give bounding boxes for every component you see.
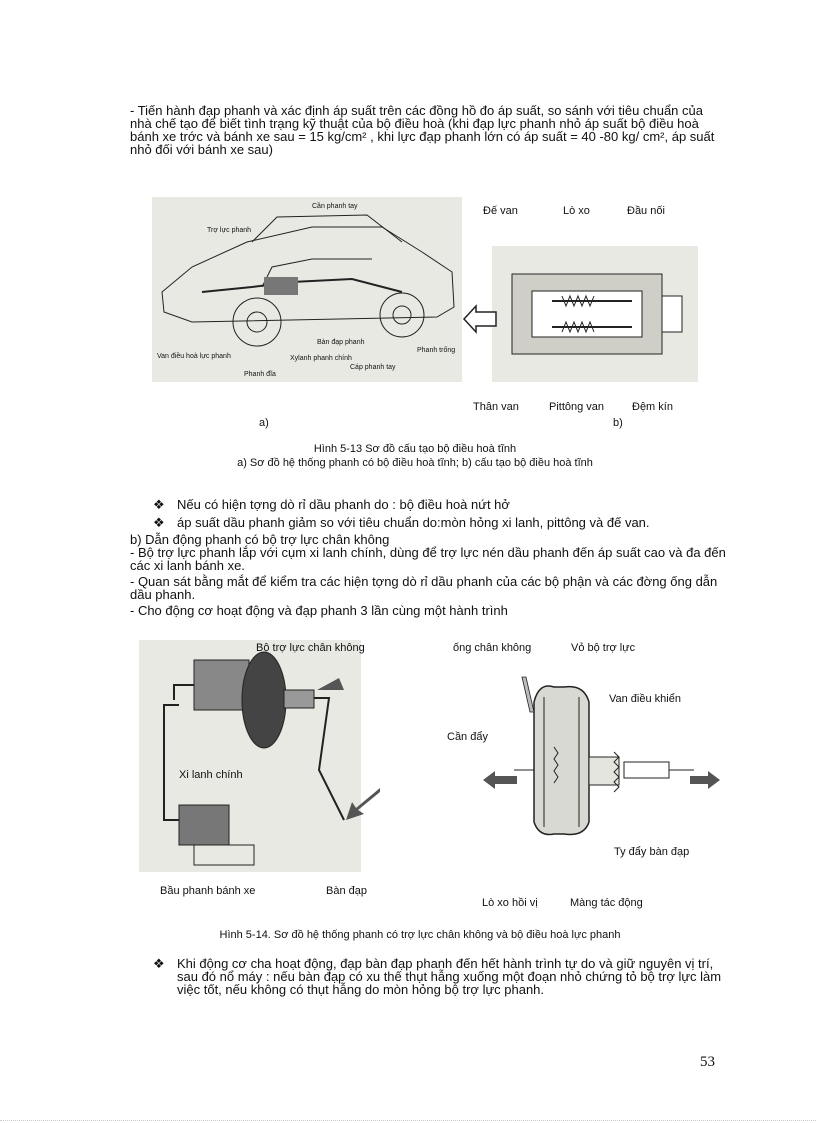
- car-label: Trợ lực phanh: [207, 227, 252, 234]
- booster-label: Bộ trợ lực chân không: [256, 642, 365, 654]
- car-label: Van điều hoà lực phanh: [157, 353, 231, 360]
- pedal-label: Bàn đạp: [326, 885, 367, 897]
- pedal-rod-label: Ty đẩy bàn đạp: [614, 846, 690, 858]
- list-item: [153, 956, 727, 1017]
- seal-label: Đệm kín: [632, 401, 673, 413]
- car-brake-system-figure: [152, 197, 462, 382]
- car-label: Xylanh phanh chính: [290, 355, 352, 362]
- connector-label: Đầu nối: [627, 205, 665, 217]
- spring-label: Lò xo: [563, 205, 590, 217]
- section-b-line: - Quan sát bằng mắt để kiểm tra các hiện tợng dò rỉ dầu phanh của các bộ phận và các đờng ống dẫn dầu phanh.: [130, 574, 718, 602]
- output-arrow-icon: [483, 771, 517, 789]
- car-label: Bàn đạp phanh: [317, 339, 365, 346]
- bullet-text: áp suất dầu phanh giảm so với tiêu chuẩn do:mòn hỏng xi lanh, pittông và đế van.: [177, 515, 650, 530]
- list-item: [153, 515, 727, 530]
- figure-14-caption: Hình 5-14. Sơ đồ hệ thống phanh có trợ lực chân không và bộ điều hoà lực phanh: [219, 929, 621, 941]
- diamond-star-bullet-icon: ❖: [153, 956, 165, 971]
- valve-section-figure: [492, 246, 698, 382]
- car-label: Cần phanh tay: [312, 203, 358, 210]
- bullet-text: Nếu có hiện tợng dò rỉ dầu phanh do : bộ điều hoà nứt hở: [177, 497, 510, 512]
- list-item: [153, 497, 727, 512]
- car-label: Phanh trống: [417, 347, 456, 354]
- return-spring-label: Lò xo hồi vị: [482, 897, 538, 909]
- subfigure-a-label: a): [259, 417, 269, 429]
- vacuum-pipe-label: ống chân không: [453, 642, 532, 654]
- intro-paragraph: - Tiến hành đạp phanh và xác định áp suất trên các đồng hồ đo áp suất, so sánh với tiêu chuẩn của nhà chế tạo để biết tình trạng kỹ thuật của bộ điều hoà (khi đạp lực phanh nhỏ áp suất bộ điều hoà bánh xe trớc và bánh xe sau = 15 kg/cm² , khi lực đạp phanh lớn có áp suất = 40 -80 kg/ cm², áp suất nhỏ đối với bánh xe sau): [130, 103, 715, 157]
- valve-body-label: Thân van: [473, 401, 519, 413]
- control-valve-label: Van điều khiển: [609, 693, 681, 705]
- valve-seat-label: Đế van: [483, 205, 518, 217]
- figure-13-caption-title: Hình 5-13 Sơ đồ cấu tạo bộ điều hoà tĩnh: [313, 443, 517, 455]
- section-b-heading: b) Dẫn động phanh có bộ trợ lực chân không: [130, 532, 390, 547]
- page-number: 53: [700, 1054, 715, 1070]
- booster-shell-label: Vỏ bộ trợ lực: [571, 642, 636, 654]
- diamond-star-bullet-icon: ❖: [153, 515, 165, 530]
- subfigure-b-label: b): [613, 417, 623, 429]
- piston-label: Pittông van: [549, 401, 605, 413]
- flow-in-arrow-icon: [462, 304, 498, 334]
- input-arrow-icon: [690, 771, 720, 789]
- wheel-cylinder-label: Bầu phanh bánh xe: [160, 885, 256, 897]
- press-arrow-icon: [342, 786, 382, 822]
- car-label: Phanh đĩa: [244, 371, 276, 378]
- push-rod-label: Cần đẩy: [447, 731, 488, 743]
- section-b-line: - Bộ trợ lực phanh lắp với cụm xi lanh chính, dùng để trợ lực nén dầu phanh đến áp suất cao và đa đến các xi lanh bánh xe.: [130, 545, 726, 573]
- page-bottom-divider: [0, 1120, 816, 1121]
- car-label: Cáp phanh tay: [350, 364, 396, 371]
- section-b-line: - Cho động cơ hoạt động và đạp phanh 3 lần cùng một hành trình: [130, 603, 508, 618]
- booster-system-figure: [139, 640, 361, 872]
- bullet-text: Khi động cơ cha hoạt động, đạp bàn đạp phanh đến hết hành trình tự do và giữ nguyên vị trí, sau đó nổ máy : nếu bàn đạp có xu thế thụt hẫng xuống một đoạn nhỏ chứng tỏ bộ trợ lực làm việc tốt, nếu không có thụt hẫng do mòn hỏng bộ trợ lực phanh.: [177, 956, 722, 997]
- figure-13-caption-subtitle: a) Sơ đồ hệ thống phanh có bộ điều hoà tĩnh; b) cấu tạo bộ điều hoà tĩnh: [237, 457, 593, 469]
- diaphragm-label: Màng tác động: [570, 897, 643, 909]
- diamond-star-bullet-icon: ❖: [153, 497, 165, 512]
- valve-drawing: [492, 246, 698, 382]
- booster-system-drawing: [139, 640, 361, 872]
- master-cylinder-label: Xi lanh chính: [179, 769, 243, 781]
